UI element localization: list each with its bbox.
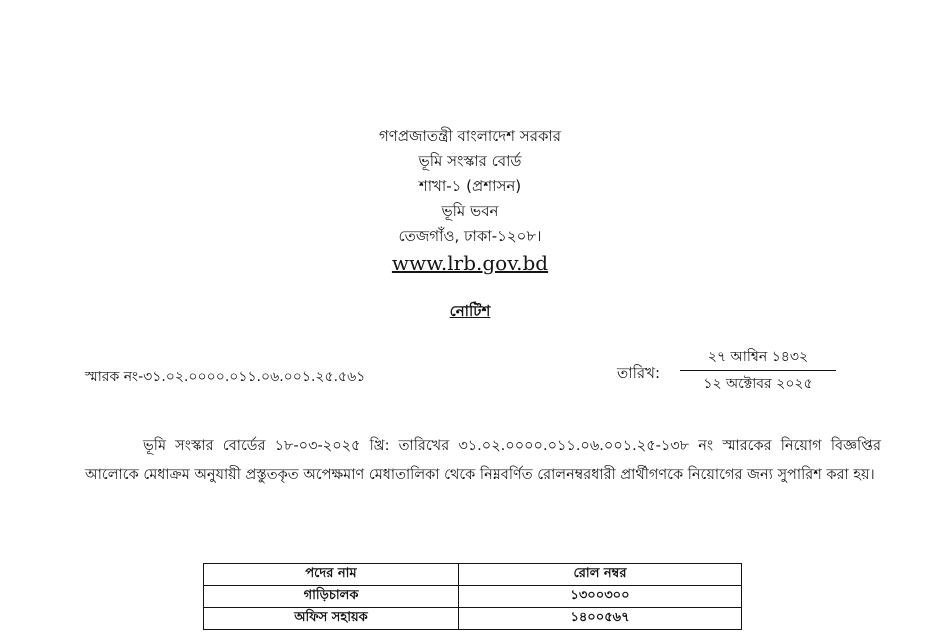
recommendation-table: [203, 563, 742, 630]
date-label: তারিখ:: [617, 364, 661, 382]
cell-post: অফিস সহায়ক: [204, 608, 459, 630]
government-name: গণপ্রজাতন্ত্রী বাংলাদেশ সরকার: [378, 127, 562, 145]
header-post: পদের নাম: [204, 564, 459, 586]
office-header: [0, 124, 930, 277]
branch-name: শাখা-১ (প্রশাসন): [418, 177, 522, 195]
date-gregorian: ১২ অক্টোবর ২০২৫: [703, 376, 813, 392]
website-link[interactable]: www.lrb.gov.bd: [391, 251, 549, 275]
cell-post: গাড়িচালক: [204, 586, 459, 608]
notice-body: ভূমি সংস্কার বোর্ডের ১৮-০৩-২০২৫ খ্রি: তারিখের ৩১.০২.০০০০.০১১.০৬.০০১.২৫-১৩৮ নং স্মারকের নিয়োগ বিজ্ঞপ্তির আলোকে মেধাক্রম অনুযায়ী প্রস্তুতকৃত অপেক্ষমাণ মেধাতালিকা থেকে নিম্নবর্ণিত রোলনম্বরধারী প্রার্থীগণকে নিয়োগের জন্য সুপারিশ করা হয়।: [85, 438, 881, 483]
cell-roll: ১৩০০৩০০: [459, 586, 742, 608]
table-row: [204, 586, 742, 608]
date-block: [680, 347, 836, 394]
table-header-row: [204, 564, 742, 586]
office-address: তেজগাঁও, ঢাকা-১২০৮।: [398, 227, 542, 245]
cell-roll: ১৪০০৫৬৭: [459, 608, 742, 630]
notice-title: নোটিশ: [449, 302, 491, 320]
building-name: ভূমি ভবন: [441, 202, 499, 220]
date-bangla: ২৭ আশ্বিন ১৪৩২: [680, 347, 836, 371]
header-roll: রোল নম্বর: [459, 564, 742, 586]
office-name: ভূমি সংস্কার বোর্ড: [418, 152, 522, 170]
table-row: [204, 608, 742, 630]
memo-reference: স্মারক নং-৩১.০২.০০০০.০১১.০৬.০০১.২৫.৫৬১: [85, 369, 366, 385]
